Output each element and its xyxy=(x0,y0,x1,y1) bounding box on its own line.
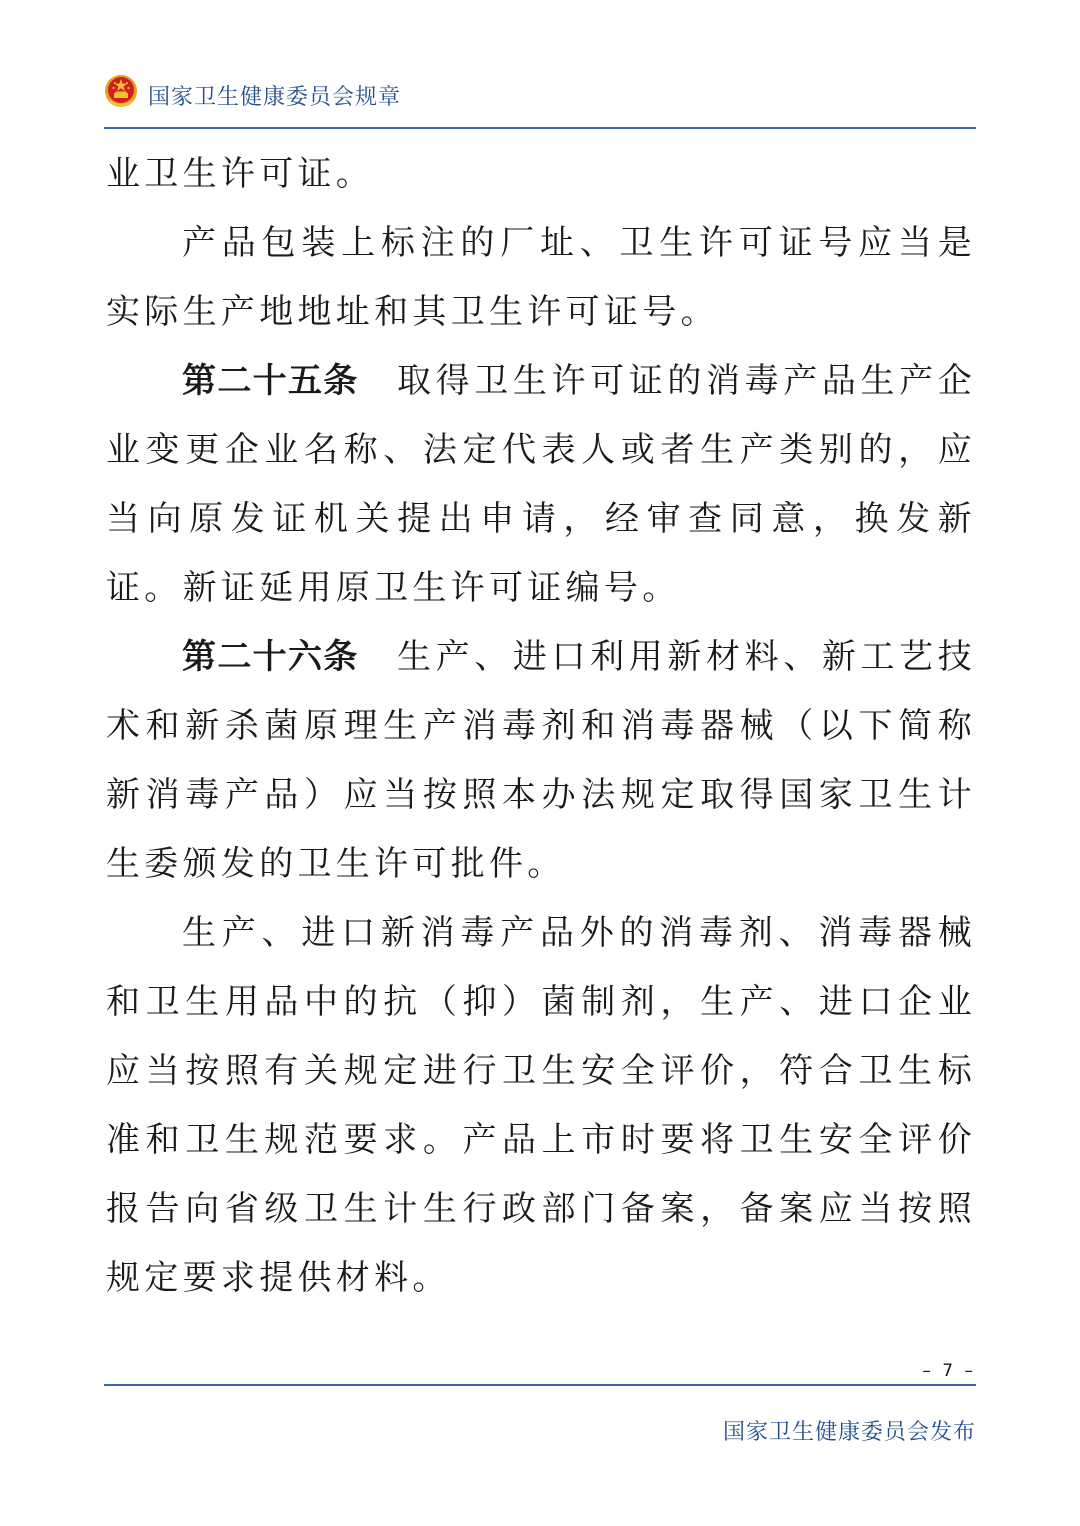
paragraph-packaging: 产品包装上标注的厂址、卫生许可证号应当是实际生产地地址和其卫生许可证号。 xyxy=(106,223,976,332)
national-emblem-icon xyxy=(104,74,138,110)
page-number: – 7 – xyxy=(922,1361,976,1381)
paragraph-continuation: 业卫生许可证。 xyxy=(106,154,375,194)
page-body xyxy=(106,140,976,1313)
header-divider xyxy=(104,127,976,129)
paragraph-safety-evaluation: 生产、进口新消毒产品外的消毒剂、消毒器械和卫生用品中的抗（抑）菌制剂，生产、进口企业应当按照有关规定进行卫生安全评价，符合卫生标准和卫生规范要求。产品上市时要将卫生安全评价报告向省级卫生计生行政部门备案，备案应当按照规定要求提供材料。 xyxy=(106,913,976,1298)
article-26 xyxy=(106,623,976,899)
article-25 xyxy=(106,347,976,623)
header-title: 国家卫生健康委员会规章 xyxy=(148,85,402,110)
footer-publisher: 国家卫生健康委员会发布 xyxy=(722,1420,976,1445)
article-25-number: 第二十五条 xyxy=(182,361,359,401)
article-26-text: 生产、进口利用新材料、新工艺技术和新杀菌原理生产消毒剂和消毒器械（以下简称新消毒产品）应当按照本办法规定取得国家卫生计生委颁发的卫生许可批件。 xyxy=(106,637,976,884)
page-header xyxy=(104,74,976,118)
article-26-number: 第二十六条 xyxy=(182,637,359,677)
article-25-text: 取得卫生许可证的消毒产品生产企业变更企业名称、法定代表人或者生产类别的，应当向原发证机关提出申请，经审查同意，换发新证。新证延用原卫生许可证编号。 xyxy=(106,361,976,608)
footer-divider xyxy=(104,1384,976,1386)
